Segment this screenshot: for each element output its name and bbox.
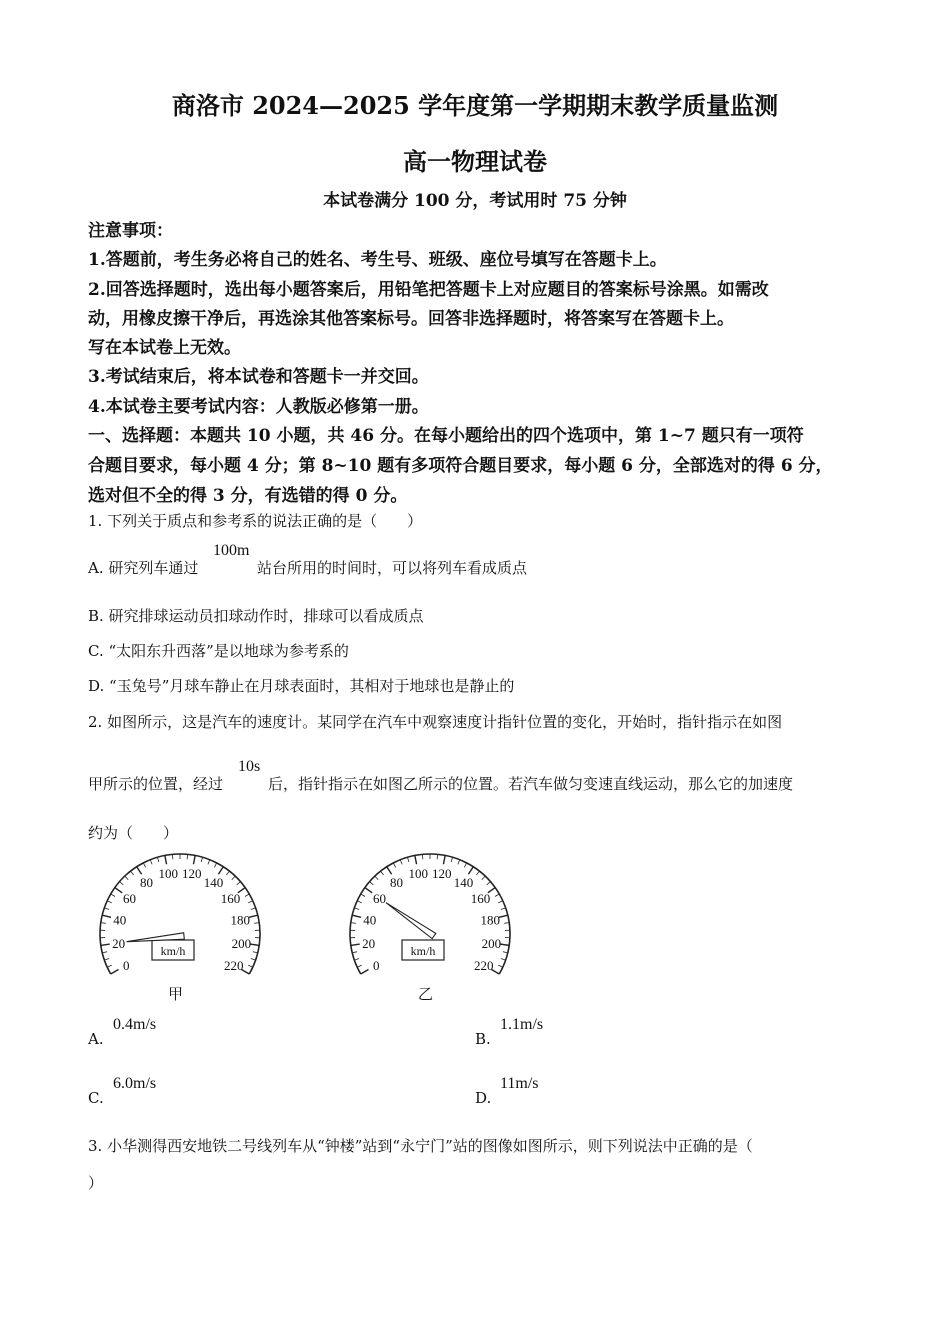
notes-heading: 注意事项： xyxy=(88,221,173,241)
gauge-yi-tick xyxy=(503,952,508,953)
q2-stem-line2: 甲所示的位置，经过 xyxy=(88,775,224,793)
q1-option-a-rest: 站台所用的时间时，可以将列车看成质点 xyxy=(257,559,528,577)
notes-item: 3.考试结束后，将本试卷和答题卡一并交回。 xyxy=(88,367,429,387)
gauge-jia-tick xyxy=(201,857,202,862)
gauge-jia-unit-label: km/h xyxy=(160,944,186,958)
gauge-yi-tick-label: 180 xyxy=(480,912,501,928)
q2-option-b-letter: B. xyxy=(475,1030,491,1048)
gauge-yi-tick-label: 20 xyxy=(362,935,376,951)
gauge-jia-tick-label: 20 xyxy=(112,935,126,951)
gauge-yi-tick xyxy=(501,959,506,961)
gauge-jia-tick xyxy=(253,952,258,953)
gauge-yi-tick xyxy=(375,876,378,880)
gauge-jia-tick xyxy=(120,882,124,885)
gauge-jia-tick xyxy=(245,894,249,897)
q1-option-a-text: A. 研究列车通过 xyxy=(88,559,199,577)
gauge-jia-tick xyxy=(101,923,106,924)
gauge-jia-tick xyxy=(107,901,112,903)
speedometer-yi xyxy=(340,848,520,976)
gauge-yi-needle xyxy=(386,903,436,939)
gauge-jia-tick xyxy=(249,915,258,917)
q1-option-a xyxy=(88,557,198,578)
gauge-jia-tick xyxy=(218,867,223,875)
gauge-yi-tick xyxy=(354,959,359,961)
gauge-jia-tick xyxy=(248,965,253,967)
notes-item: 2.回答选择题时，选出每小题答案后，用铅笔把答题卡上对应题目的答案标号涂黑。如需改 xyxy=(88,280,769,300)
q2-option-c-letter: C. xyxy=(88,1089,104,1107)
gauge-jia-tick xyxy=(131,871,134,875)
gauge-yi-tick-label: 40 xyxy=(363,912,377,928)
gauge-jia-tick-label: 160 xyxy=(220,891,241,907)
gauge-yi-tick xyxy=(451,857,452,862)
gauge-yi-tick xyxy=(357,901,362,903)
gauge-jia-tick xyxy=(104,959,109,961)
gauge-jia-tick-label: 220 xyxy=(223,958,244,973)
gauge-yi-tick xyxy=(400,860,402,865)
gauge-yi-tick xyxy=(487,882,491,885)
q2-time-math: 10s xyxy=(238,758,261,775)
gauge-jia-tick xyxy=(107,965,112,967)
q2-option-d-value: 11m/s xyxy=(500,1075,539,1092)
q2-stem-line3: 约为（ ） xyxy=(88,824,179,842)
gauge-yi-tick xyxy=(498,965,503,967)
gauge-jia-tick xyxy=(214,863,216,867)
gauge-jia-tick xyxy=(104,908,109,910)
gauge-jia-tick xyxy=(193,855,195,864)
gauge-yi-tick xyxy=(361,894,365,897)
q3-stem-line1: 3. 小华测得西安地铁二号线列车从“钟楼”站到“永宁门”站的图像如图所示，则下列说法中正确的是（ xyxy=(88,1137,753,1155)
gauge-yi-label: 乙 xyxy=(418,985,434,1003)
gauge-jia-tick-label: 40 xyxy=(113,912,127,928)
gauge-jia-tick xyxy=(115,888,122,893)
gauge-yi-tick xyxy=(361,970,369,975)
q2-option-d-letter: D. xyxy=(475,1089,492,1107)
gauge-yi-tick xyxy=(407,857,408,862)
gauge-yi-tick-label: 60 xyxy=(372,891,386,907)
gauge-yi-tick xyxy=(499,915,508,917)
notes-item: 动，用橡皮擦干净后，再选涂其他答案标号。回答非选择题时，将答案写在答题卡上。 xyxy=(88,309,734,329)
section-instructions: 合题目要求，每小题 4 分；第 8~10 题有多项符合题目要求，每小题 6 分，全部选对的得 6 分， xyxy=(88,456,833,476)
gauge-jia-tick xyxy=(111,894,115,897)
q2-stem-line2-rest: 后，指针指示在如图乙所示的位置。若汽车做匀变速直线运动，那么它的加速度 xyxy=(268,775,794,793)
gauge-yi-tick xyxy=(351,923,356,924)
gauge-jia-tick-label: 180 xyxy=(230,912,251,928)
gauge-yi-tick xyxy=(393,863,395,867)
q2-stem-line1: 2. 如图所示，这是汽车的速度计。某同学在汽车中观察速度计指针位置的变化，开始时，指针指示在如图 xyxy=(88,713,783,731)
gauge-yi-tick xyxy=(476,871,479,875)
q2-option-b-value: 1.1m/s xyxy=(500,1016,544,1033)
exam-title: 商洛市 2024—2025 学年度第一学期期末教学质量监测 xyxy=(171,91,779,120)
gauge-yi-tick xyxy=(458,860,460,865)
gauge-jia-tick xyxy=(254,923,259,924)
gauge-jia-tick xyxy=(111,970,119,975)
gauge-jia-tick xyxy=(250,944,259,945)
gauge-yi-tick xyxy=(387,867,392,875)
gauge-jia-tick-label: 100 xyxy=(158,866,179,882)
gauge-jia-tick xyxy=(102,952,107,953)
gauge-yi-tick xyxy=(495,894,499,897)
gauge-yi-tick xyxy=(357,965,362,967)
q1-option-d: D. “玉兔号”月球车静止在月球表面时，其相对于地球也是静止的 xyxy=(88,677,515,695)
gauge-jia-tick xyxy=(165,855,167,864)
gauge-yi-tick xyxy=(352,915,361,917)
gauge-jia-tick xyxy=(232,876,235,880)
gauge-yi-tick xyxy=(504,923,509,924)
gauge-jia-tick xyxy=(143,863,145,867)
gauge-yi-tick xyxy=(381,871,384,875)
speedometer-jia xyxy=(90,848,270,976)
gauge-jia-tick xyxy=(125,876,128,880)
gauge-yi-tick xyxy=(365,888,372,893)
gauge-yi-tick xyxy=(501,908,506,910)
gauge-jia-tick xyxy=(251,959,256,961)
gauge-yi-tick xyxy=(351,944,360,945)
q1-stem: 1. 下列关于质点和参考系的说法正确的是（ ） xyxy=(88,512,423,530)
gauge-jia-tick xyxy=(157,857,158,862)
gauge-yi-tick-label: 0 xyxy=(373,958,380,973)
gauge-jia-tick xyxy=(248,901,253,903)
gauge-jia-tick xyxy=(102,915,111,917)
gauge-yi-tick-label: 120 xyxy=(431,866,452,882)
q1-option-c: C. “太阳东升西落”是以地球为参考系的 xyxy=(88,642,349,660)
gauge-jia-tick xyxy=(101,944,110,945)
gauge-yi-tick-label: 100 xyxy=(408,866,429,882)
gauge-jia-tick-label: 200 xyxy=(231,935,252,951)
gauge-yi-tick-label: 200 xyxy=(481,935,502,951)
gauge-jia-label: 甲 xyxy=(168,985,184,1003)
q3-stem-line2: ） xyxy=(88,1174,104,1192)
gauge-yi-tick xyxy=(498,901,503,903)
exam-info: 本试卷满分 100 分，考试用时 75 分钟 xyxy=(323,191,627,211)
q2-option-c-value: 6.0m/s xyxy=(113,1075,157,1092)
gauge-jia-tick xyxy=(226,871,229,875)
q1-option-b: B. 研究排球运动员扣球动作时，排球可以看成质点 xyxy=(88,607,424,625)
gauge-yi-tick xyxy=(482,876,485,880)
section-instructions: 一、选择题：本题共 10 小题，共 46 分。在每小题给出的四个选项中，第 1~7 题只有一项符 xyxy=(88,426,804,446)
gauge-jia-tick xyxy=(150,860,152,865)
notes-item: 4.本试卷主要考试内容：人教版必修第一册。 xyxy=(88,397,429,417)
q1-option-a-math: 100m xyxy=(213,542,250,559)
gauge-yi-tick xyxy=(500,944,509,945)
gauge-yi-tick xyxy=(468,867,473,875)
gauge-yi-tick xyxy=(464,863,466,867)
gauge-jia-tick xyxy=(137,867,142,875)
q2-option-a-letter: A. xyxy=(88,1030,104,1048)
gauge-jia-tick xyxy=(251,908,256,910)
gauge-yi-tick-label: 220 xyxy=(473,958,494,973)
gauge-jia-tick xyxy=(208,860,210,865)
exam-subtitle: 高一物理试卷 xyxy=(403,147,547,176)
gauge-jia-tick xyxy=(237,882,241,885)
notes-item: 1.答题前，考生务必将自己的姓名、考生号、班级、座位号填写在答题卡上。 xyxy=(88,250,667,270)
gauge-yi-tick xyxy=(352,952,357,953)
gauge-yi-tick-label: 160 xyxy=(470,891,491,907)
gauge-jia-tick-label: 140 xyxy=(203,874,224,890)
section-instructions: 选对但不全的得 3 分，有选错的得 0 分。 xyxy=(88,486,408,506)
gauge-jia-tick-label: 80 xyxy=(139,874,153,890)
notes-item: 写在本试卷上无效。 xyxy=(88,338,241,358)
gauge-yi-tick xyxy=(415,855,417,864)
gauge-yi-tick xyxy=(370,882,374,885)
gauge-jia-tick-label: 120 xyxy=(181,866,202,882)
gauge-yi-tick-label: 140 xyxy=(453,874,474,890)
gauge-yi-tick-label: 80 xyxy=(389,874,403,890)
q2-option-a-value: 0.4m/s xyxy=(113,1016,157,1033)
gauge-yi-unit-label: km/h xyxy=(410,944,436,958)
gauge-jia-tick-label: 60 xyxy=(122,891,136,907)
gauge-jia-tick-label: 0 xyxy=(123,958,130,973)
gauge-yi-tick xyxy=(443,855,445,864)
gauge-yi-tick xyxy=(354,908,359,910)
